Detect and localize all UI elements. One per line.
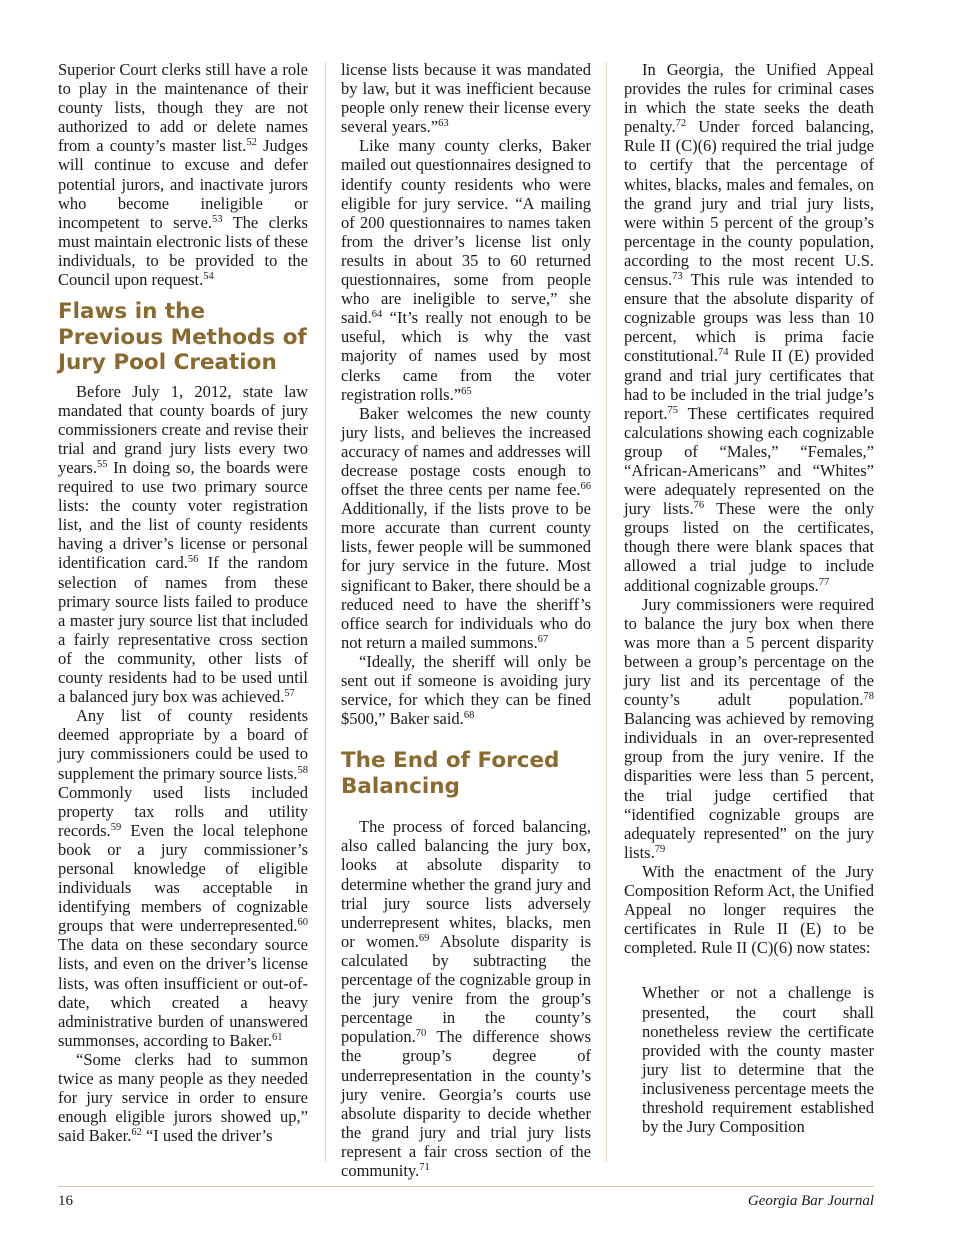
paragraph: The process of forced balancing, also called balancing the jury box, looks at absolute disparity to determine whether the grand jury and trial jury source lists adversely underrepresent whites, blacks, men or women.$^{69}$ Absolute disparity is calculated by subtracting the percentage of the cognizable group in the jury venire from the group’s percentage in the county’s population.$^{70}$ The difference shows the group’s degree of underrepresentation in the county’s jury venire. Georgia’s courts use absolute disparity to decide whether the grand jury and trial jury lists represent a fair cross section of the community.$^{71}$	[341, 817, 591, 1180]
footnote-ref: 78	[863, 691, 874, 703]
block-quote: Whether or not a challenge is presented, the court shall nonetheless review the certificate provided with the county master jury list to determine that the inclusiveness percentage meets the threshold requirement established by the Jury Composition	[642, 983, 874, 1137]
footnote-ref: 59	[110, 821, 122, 833]
paragraph: Baker welcomes the new county jury lists, and believes the increased accuracy of names and addresses will decrease postage costs enough to offset the three cents per name fee.$^{66}$ Additionally, if the lists prove to be more accurate than current county lists, fewer people will be summoned for jury service in the future. Most significant to Baker, there should be a reduced need to have the sheriff’s office search for individuals who do not return a mailed summons.$^{67}$	[341, 403, 591, 652]
footnote-ref: 61	[272, 1031, 283, 1043]
paragraph: With the enactment of the Jury Composition Reform Act, the Unified Appeal no longer requires the certificates in Rule II (E) to be completed. Rule II (C)(6) now states:	[624, 861, 874, 958]
column-divider	[606, 62, 607, 1162]
column-right	[624, 60, 874, 1136]
paragraph: Before July 1, 2012, state law mandated that county boards of jury commissioners create and revise their trial and grand jury lists every two years.$^{55}$ In doing so, the boards were required to use two primary source lists: the county voter registration list, and the list of county residents having a driver’s license or personal identification card.$^{56}$ If the random selection of names from these primary source lists failed to produce a master jury source list that included a fairly representative cross section of the community, other lists of county residents had to be used until a balanced jury box was achieved.$^{57}$	[58, 381, 308, 707]
footer-divider	[58, 1186, 874, 1187]
footnote-ref: 52	[246, 137, 257, 149]
paragraph: “Ideally, the sheriff will only be sent out if someone is avoiding jury service, for which they can be fined $500,” Baker said.$^{68}$	[341, 651, 591, 729]
footnote-ref: 77	[818, 576, 830, 588]
footnote-ref: 62	[131, 1127, 142, 1139]
footnote-ref: 79	[654, 843, 666, 855]
footnote-ref: 71	[419, 1161, 430, 1173]
paragraph: Like many county clerks, Baker mailed out questionnaires designed to identify county residents who were eligible for jury service. “A mailing of 200 questionnaires to names taken from the driver’s license list only results in about 35 to 60 returned questionnaires, some from people who are ineligible to serve,” she said.$^{64}$ “It’s really not enough to be useful, which is why the vast majority of names used by most clerks came from the voter registration rolls.”$^{65}$	[341, 136, 591, 404]
paragraph: “Some clerks had to summon twice as many people as they needed for jury service in order to ensure enough eligible jurors showed up,” said Baker.$^{62}$ “I used the driver’s	[58, 1049, 308, 1146]
journal-title: Georgia Bar Journal	[747, 1193, 874, 1209]
footnote-ref: 60	[297, 917, 308, 929]
footnote-ref: 58	[297, 764, 308, 776]
column-left	[58, 60, 308, 1145]
footnote-ref: 72	[675, 118, 687, 130]
footnote-ref: 66	[580, 481, 591, 493]
footnote-ref: 76	[693, 500, 705, 512]
column-divider	[325, 62, 326, 1162]
paragraph: license lists because it was mandated by law, but it was inefficient because people only renew their license every several years.”$^{63}$	[341, 60, 591, 137]
footnote-ref: 69	[418, 932, 430, 944]
footnote-ref: 65	[461, 385, 472, 397]
footnote-ref: 64	[371, 309, 383, 321]
footnote-ref: 75	[667, 404, 679, 416]
footnote-ref: 63	[438, 118, 449, 130]
footnote-ref: 67	[537, 633, 549, 645]
section-heading: Flaws in the Previous Methods of Jury Pool Creation	[58, 299, 307, 376]
footnote-ref: 70	[415, 1028, 427, 1040]
footnote-ref: 54	[203, 271, 214, 283]
paragraph: Superior Court clerks still have a role to play in the maintenance of their county lists, though they are not authorized to add or delete names from a county’s master list.$^{52}$ Judges will continue to excuse and defer potential jurors, and inactivate jurors who become ineligible or incompetent to serve.$^{53}$ The clerks must maintain electronic lists of these individuals, to be provided to the Council upon request.$^{54}$	[58, 60, 309, 290]
page-number: 16	[58, 1193, 73, 1209]
footnote-ref: 56	[187, 554, 199, 566]
paragraph: In Georgia, the Unified Appeal provides the rules for criminal cases in which the state seeks the death penalty.$^{72}$ Under forced balancing, Rule II (C)(6) required the trial judge to certify that the percentage of whites, blacks, males and females, on the grand jury and trial jury lists, were within 5 percent of the group’s percentage in the county population, according to the most recent U.S. census.$^{73}$ This rule was intended to ensure that the absolute disparity of cognizable groups was less than 10 percent, which is prima facie constitutional.$^{74}$ Rule II (E) provided grand and trial jury certificates that had to be included in the trial judge’s report.$^{75}$ These certificates required calculations showing each cognizable group of “Males,” “Females,” “African-Americans” and “Whites” were adequately represented on the jury lists.$^{76}$ These were the only groups listed on the certificates, though there were blank spaces that allowed a trial judge to include additional cognizable groups.$^{77}$	[624, 60, 874, 595]
column-middle	[341, 60, 591, 1180]
footnote-ref: 57	[284, 688, 295, 700]
footnote-ref: 73	[672, 271, 683, 283]
section-heading: The End of Forced Balancing	[341, 748, 560, 799]
footnote-ref: 55	[96, 459, 108, 470]
paragraph: Any list of county residents deemed appropriate by a board of jury commissioners could be used to supplement the primary source lists.$^{58}$ Commonly used lists included property tax rolls and utility records.$^{59}$ Even the local telephone book or a jury commissioner’s personal knowledge of eligible individuals was acceptable in identifying members of cognizable groups that were underrepresented.$^{60}$ The data on these secondary source lists, and even on the driver’s license lists, was often insufficient or out-of-date, which created a heavy administrative burden of unanswered summonses, according to Baker.$^{61}$	[58, 706, 308, 1050]
footnote-ref: 74	[717, 347, 729, 359]
paragraph: Jury commissioners were required to balance the jury box when there was more than a 5 percent disparity between a group’s percentage on the jury list and its percentage of the county’s adult population.$^{78}$ Balancing was achieved by removing individuals in an over-represented group from the jury venire. If the disparities were less than 5 percent, the trial judge certified that “identified cognizable groups are adequately represented” on the jury lists.$^{79}$	[624, 594, 874, 862]
footnote-ref: 53	[212, 213, 223, 225]
footnote-ref: 68	[463, 710, 475, 722]
